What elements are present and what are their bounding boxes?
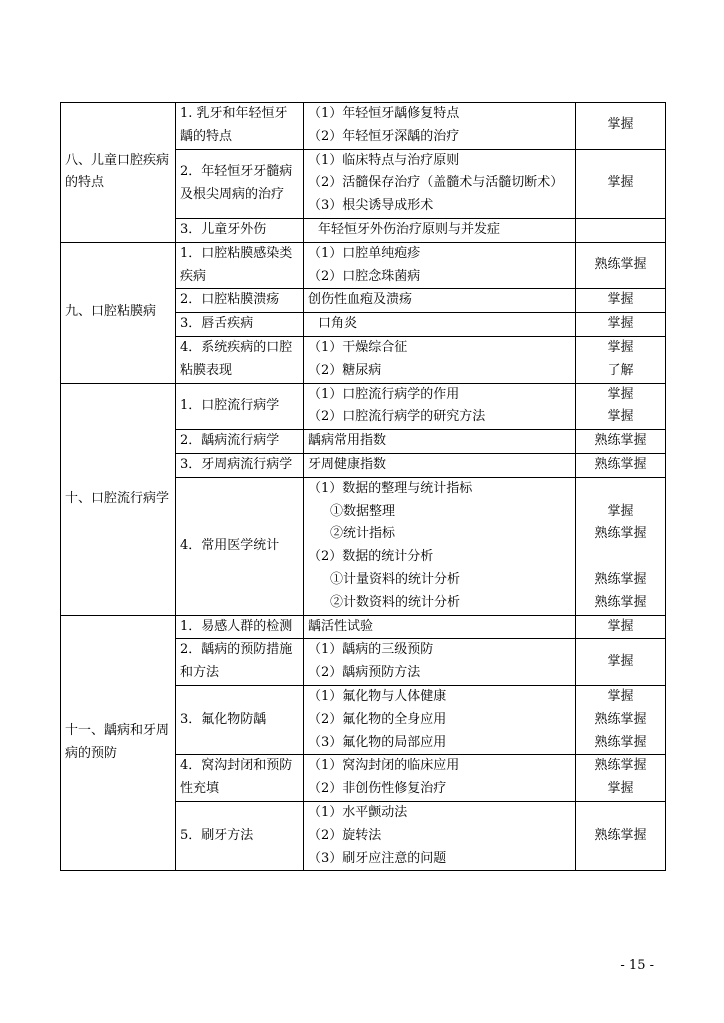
content-line: （3）根尖诱导成形术 [308, 198, 434, 214]
content-line: （1）数据的整理与统计指标 [308, 480, 473, 496]
content-line: 龋病常用指数 [308, 433, 387, 449]
content-line: （3）氟化物的局部应用 [308, 734, 447, 750]
content-line: （2）龋病预防方法 [308, 665, 421, 681]
content-line: （2）口腔流行病学的研究方法 [308, 409, 486, 425]
content-line: （1）氟化物与人体健康 [308, 688, 447, 704]
mastery-level: 掌握 [607, 409, 634, 425]
page-number: - 15 - [620, 958, 654, 973]
unit-title: 十一、龋病和牙周病的预防 [61, 615, 176, 871]
mastery-level: 掌握 [607, 618, 634, 634]
mastery-level: 熟练掌握 [594, 594, 647, 610]
table-row [61, 103, 666, 150]
topic-cell: 5．刷牙方法 [176, 801, 304, 870]
mastery-cell [576, 383, 666, 430]
unit-title: 十、口腔流行病学 [61, 383, 176, 615]
table-row [61, 242, 666, 289]
mastery-level: 熟练掌握 [594, 456, 647, 472]
content-cell [304, 430, 576, 454]
content-line: ②计数资料的统计分析 [330, 594, 461, 610]
content-line: （2）糖尿病 [308, 362, 382, 378]
content-line: （1）干燥综合征 [308, 339, 408, 355]
topic-cell: 1. 乳牙和年轻恒牙龋的特点 [176, 103, 304, 150]
mastery-cell [576, 755, 666, 802]
topic-cell: 1．易感人群的检测 [176, 615, 304, 639]
content-line: 龋活性试验 [308, 618, 374, 634]
mastery-cell [576, 218, 666, 242]
content-line: （1）口腔流行病学的作用 [308, 386, 460, 402]
mastery-level: 熟练掌握 [594, 827, 647, 843]
mastery-level: 掌握 [607, 292, 634, 308]
content-line: 年轻恒牙外伤治疗原则与并发症 [318, 221, 501, 237]
topic-cell: 3．牙周病流行病学 [176, 453, 304, 477]
content-line: （2）口腔念珠菌病 [308, 268, 421, 284]
content-cell [304, 755, 576, 802]
content-line: （3）刷牙应注意的问题 [308, 850, 447, 866]
mastery-level: 熟练掌握 [594, 526, 647, 542]
mastery-level: 掌握 [607, 688, 634, 704]
mastery-level: 掌握 [607, 386, 634, 402]
content-line: （2）活髓保存治疗（盖髓术与活髓切断术） [308, 175, 564, 191]
mastery-level: 掌握 [607, 117, 634, 133]
content-line: （2）年轻恒牙深龋的治疗 [308, 128, 460, 144]
mastery-level: 熟练掌握 [594, 433, 647, 449]
topic-cell: 3．儿童牙外伤 [176, 218, 304, 242]
content-line: 创伤性血疱及溃疡 [308, 292, 413, 308]
content-line: ①计量资料的统计分析 [330, 571, 461, 587]
content-cell [304, 685, 576, 754]
mastery-level [580, 478, 661, 501]
mastery-cell [576, 615, 666, 639]
topic-cell: 2．年轻恒牙牙髓病及根尖周病的治疗 [176, 149, 304, 218]
mastery-cell [576, 289, 666, 313]
topic-cell: 4．窝沟封闭和预防性充填 [176, 755, 304, 802]
content-cell [304, 453, 576, 477]
mastery-level: 掌握 [607, 781, 634, 797]
content-cell [304, 313, 576, 337]
mastery-cell [576, 685, 666, 754]
content-line: （1）龋病的三级预防 [308, 642, 434, 658]
mastery-level: 熟练掌握 [594, 711, 647, 727]
content-line: （2）旋转法 [308, 827, 382, 843]
content-cell [304, 149, 576, 218]
content-cell [304, 103, 576, 150]
content-cell [304, 242, 576, 289]
mastery-level: 熟练掌握 [594, 257, 647, 273]
topic-cell: 1．口腔流行病学 [176, 383, 304, 430]
mastery-cell [576, 639, 666, 686]
content-cell [304, 289, 576, 313]
mastery-cell [576, 313, 666, 337]
table-row [61, 615, 666, 639]
content-line: （1）临床特点与治疗原则 [308, 152, 460, 168]
mastery-cell [576, 336, 666, 383]
content-cell [304, 615, 576, 639]
content-line: （1）口腔单纯疱疹 [308, 245, 421, 261]
mastery-level: 掌握 [607, 316, 634, 332]
content-cell [304, 336, 576, 383]
content-cell [304, 801, 576, 870]
syllabus-table [60, 102, 666, 871]
unit-title: 九、口腔粘膜病 [61, 242, 176, 383]
mastery-cell [576, 149, 666, 218]
mastery-level: 熟练掌握 [594, 758, 647, 774]
content-line: 牙周健康指数 [308, 456, 387, 472]
topic-cell: 2．口腔粘膜溃疡 [176, 289, 304, 313]
content-cell [304, 383, 576, 430]
topic-cell: 2．龋病的预防措施和方法 [176, 639, 304, 686]
table-row [61, 383, 666, 430]
content-line: （2）氟化物的全身应用 [308, 711, 447, 727]
mastery-level [580, 219, 661, 242]
mastery-level: 掌握 [607, 339, 634, 355]
mastery-level [580, 546, 661, 569]
content-cell [304, 639, 576, 686]
content-line: （1）水平颤动法 [308, 804, 408, 820]
mastery-cell [576, 801, 666, 870]
mastery-cell [576, 430, 666, 454]
topic-cell: 4．常用医学统计 [176, 477, 304, 615]
content-cell [304, 477, 576, 615]
topic-cell: 3．氟化物防龋 [176, 685, 304, 754]
content-line: 口角炎 [318, 316, 358, 332]
content-line: （2）数据的统计分析 [308, 549, 434, 565]
content-cell [304, 218, 576, 242]
mastery-level: 掌握 [607, 653, 634, 669]
mastery-level: 了解 [607, 362, 634, 378]
unit-title: 八、儿童口腔疾病的特点 [61, 103, 176, 243]
mastery-level: 掌握 [607, 503, 634, 519]
content-line: （1）窝沟封闭的临床应用 [308, 758, 460, 774]
mastery-level: 掌握 [607, 175, 634, 191]
content-line: ①数据整理 [330, 503, 396, 519]
content-line: ②统计指标 [330, 526, 396, 542]
topic-cell: 4．系统疾病的口腔粘膜表现 [176, 336, 304, 383]
mastery-cell [576, 453, 666, 477]
topic-cell: 3．唇舌疾病 [176, 313, 304, 337]
mastery-cell [576, 103, 666, 150]
mastery-level: 熟练掌握 [594, 734, 647, 750]
topic-cell: 2．龋病流行病学 [176, 430, 304, 454]
mastery-cell [576, 477, 666, 615]
mastery-cell [576, 242, 666, 289]
topic-cell: 1．口腔粘膜感染类疾病 [176, 242, 304, 289]
mastery-level: 熟练掌握 [594, 571, 647, 587]
content-line: （2）非创伤性修复治疗 [308, 781, 447, 797]
content-line: （1）年轻恒牙龋修复特点 [308, 106, 460, 121]
